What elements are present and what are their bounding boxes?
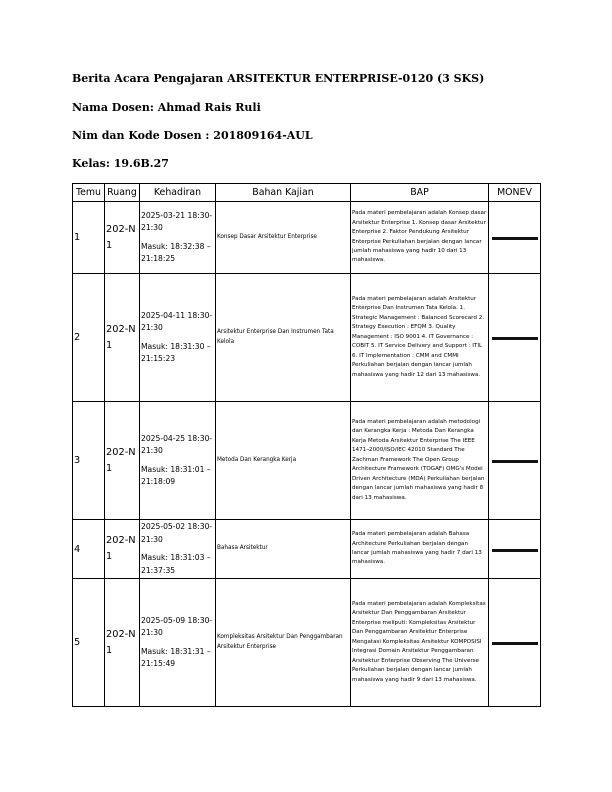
lecturer-name: Nama Dosen: Ahmad Rais Ruli [72,101,261,114]
column-header-ruang: Ruang [105,184,140,202]
cell-bahan-kajian: Arsitektur Enterprise Dan Instrumen Tata Kelola [216,274,351,402]
attendance-time: Masuk: 18:32:38 – 21:18:25 [141,241,211,263]
session-time: 2025-05-09 18:30-21:30 [141,615,213,637]
table-header-row [73,184,541,202]
session-time: 2025-04-11 18:30-21:30 [141,310,213,332]
cell-bap: Pada materi pembelajaran adalah metodologi dan Kerangka Kerja : Metoda Dan Kerangka Kerja Metoda Arsitektur Enterprise The IEEE 1471–2000/ISO/IEC 42010 Standard The Zachman Framework The Open Group Architecture Framework (TOGAF) OMG's Model Driven Architecture (MDA) Perkuliahan berjalan dengan lancar jumlah mahasiswa yang hadir 8 dari 13 mahasiswa. [351,402,489,520]
column-header-bap: BAP [351,184,489,202]
column-header-bahan-kajian: Bahan Kajian [216,184,351,202]
cell-temu: 4 [73,520,105,579]
attendance-time: Masuk: 18:31:01 – 21:18:09 [141,464,211,486]
monev-mark [492,460,538,463]
cell-bahan-kajian: Kompleksitas Arsitektur Dan Penggambaran Arsitektur Enterprise [216,579,351,707]
cell-bahan-kajian: Bahasa Arsitektur [216,520,351,579]
monev-mark [492,337,538,340]
cell-ruang: 202-N1 [105,402,140,520]
cell-temu: 1 [73,202,105,274]
cell-ruang: 202-N1 [105,274,140,402]
table-row [73,579,541,707]
cell-bahan-kajian: Konsep Dasar Arsitektur Enterprise [216,202,351,274]
attendance-time: Masuk: 18:31:03 – 21:37:35 [141,553,211,575]
session-time: 2025-05-02 18:30-21:30 [141,522,213,544]
table-row [73,202,541,274]
cell-ruang: 202-N1 [105,520,140,579]
cell-bap: Pada materi pembelajaran adalah Kompleksitas Arsitektur Dan Penggambaran Arsitektur Enterprise meliputi: Kompleksitas Arsitektur Dan Penggambaran Arsitektur Enterprise Mengatasi Kompleksitas Arsitektur KOMPOSISI Integrasi Domain Arsitektur Penggambaran Arsitektur Enterprise Observing The Universe Perkuliahan berjalan dengan lancar jumlah mahasiswa yang hadir 9 dari 13 mahasiswa. [351,579,489,707]
cell-temu: 5 [73,579,105,707]
session-time: 2025-03-21 18:30-21:30 [141,210,213,232]
cell-kehadiran [140,402,216,520]
cell-ruang: 202-N1 [105,202,140,274]
table-row [73,520,541,579]
cell-kehadiran [140,579,216,707]
course-title: Berita Acara Pengajaran ARSITEKTUR ENTERPRISE-0120 (3 SKS) [72,72,485,85]
cell-monev [489,274,541,402]
cell-monev [489,520,541,579]
cell-bap: Pada materi pembelajaran adalah Arsitektur Enterprise Dan Instrumen Tata Kelola. 1. Strategic Management : Balanced Scorecard 2. Strategy Execution : EFQM 3. Quality Management : ISO 9001 4. IT Governance : COBIT 5. IT Service Delivery and Support : ITIL 6. IT Implementation : CMM and CMMI Perkuliahan berjalan dengan lancar jumlah mahasiswa yang hadir 12 dari 13 mahasiswa. [351,274,489,402]
table-row [73,274,541,402]
cell-monev [489,402,541,520]
cell-temu: 2 [73,274,105,402]
monev-mark [492,237,538,240]
table-row [73,402,541,520]
column-header-kehadiran: Kehadiran [140,184,216,202]
cell-ruang: 202-N1 [105,579,140,707]
cell-temu: 3 [73,402,105,520]
class-label: Kelas: 19.6B.27 [72,157,169,170]
session-time: 2025-04-25 18:30-21:30 [141,433,213,455]
bap-table [72,183,541,707]
column-header-monev: MONEV [489,184,541,202]
monev-mark [492,642,538,645]
attendance-time: Masuk: 18:31:30 – 21:15:23 [141,341,211,363]
cell-bahan-kajian: Metoda Dan Kerangka Kerja [216,402,351,520]
column-header-temu: Temu [73,184,105,202]
cell-bap: Pada materi pembelajaran adalah Konsep dasar Arsitektur Enterprise 1. Konsep dasar Arsitektur Enterprise 2. Faktor Pendukung Arsitektur Enterprise Perkuliahan berjalan dengan lancar jumlah mahasiswa yang hadir 10 dari 13 mahasiswa. [351,202,489,274]
cell-kehadiran [140,274,216,402]
attendance-time: Masuk: 18:31:31 – 21:15:49 [141,646,211,668]
cell-monev [489,202,541,274]
cell-kehadiran [140,202,216,274]
monev-mark [492,549,538,552]
lecturer-id: Nim dan Kode Dosen : 201809164-AUL [72,129,313,142]
cell-bap: Pada materi pembelajaran adalah Bahasa Architecture Perkuliahan berjalan dengan lancar jumlah mahasiswa yang hadir 7 dari 13 mahasiswa. [351,520,489,579]
cell-kehadiran [140,520,216,579]
cell-monev [489,579,541,707]
